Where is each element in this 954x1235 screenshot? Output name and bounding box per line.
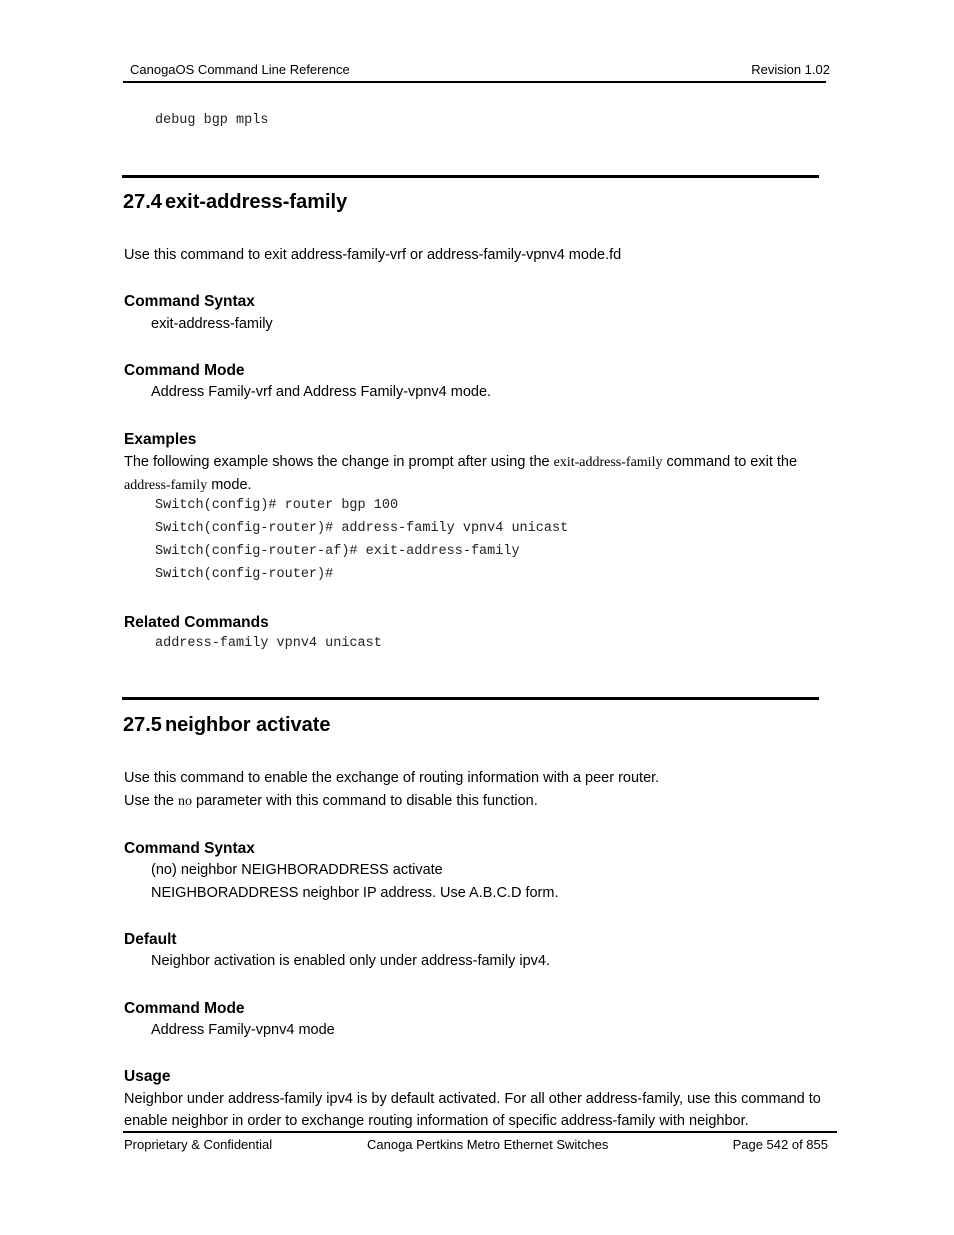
examples-text: The following example shows the change in prompt after using the <box>124 454 554 470</box>
section-intro-line-2 <box>124 793 538 810</box>
intro-text: Use the <box>124 793 178 809</box>
usage-text: enable neighbor in order to exchange routing information of specific address-family with neighbor. <box>124 1113 749 1129</box>
mode-text: Address Family-vrf and Address Family-vpnv4 mode. <box>151 384 492 400</box>
section-heading-27-5 <box>123 714 331 737</box>
subheading-command-syntax: Command Syntax <box>124 293 255 310</box>
section-rule <box>122 175 819 178</box>
footer-page-number: Page 542 of 855 <box>732 1137 828 1152</box>
examples-text-line-1 <box>124 454 797 471</box>
syntax-param-text: NEIGHBORADDRESS neighbor IP address. Use A.B.C.D form. <box>151 885 559 901</box>
section-heading-27-4 <box>123 191 347 214</box>
code-line: Switch(config)# router bgp 100 <box>155 498 399 513</box>
section-number: 27.5 <box>123 714 162 736</box>
subheading-default: Default <box>124 931 177 948</box>
related-command: address-family vpnv4 unicast <box>155 636 382 651</box>
syntax-text: (no) neighbor NEIGHBORADDRESS activate <box>151 862 443 878</box>
code-line: debug bgp mpls <box>155 113 269 128</box>
code-line: Switch(config-router-af)# exit-address-family <box>155 544 520 559</box>
usage-text: Neighbor under address-family ipv4 is by default activated. For all other address-family, use this command to <box>124 1091 821 1107</box>
section-number: 27.4 <box>123 191 162 213</box>
inline-command: exit-address-family <box>553 455 663 470</box>
examples-text-line-2 <box>124 477 252 494</box>
footer-company: Canoga Pertkins Metro Ethernet Switches <box>367 1137 609 1152</box>
header-title: CanogaOS Command Line Reference <box>130 62 350 77</box>
subheading-examples: Examples <box>124 431 197 448</box>
examples-text: mode. <box>207 477 252 493</box>
inline-command: no <box>178 794 192 809</box>
inline-command: address-family <box>124 478 208 493</box>
code-line: Switch(config-router)# address-family vpnv4 unicast <box>155 521 569 536</box>
default-text: Neighbor activation is enabled only under address-family ipv4. <box>151 953 550 969</box>
mode-text: Address Family-vpnv4 mode <box>151 1022 335 1038</box>
section-intro: Use this command to exit address-family-vrf or address-family-vpnv4 mode.fd <box>124 247 622 263</box>
code-line: Switch(config-router)# <box>155 567 334 582</box>
subheading-related-commands: Related Commands <box>124 614 269 631</box>
subheading-command-mode: Command Mode <box>124 1000 245 1017</box>
examples-text: command to exit the <box>662 454 798 470</box>
header-rule <box>123 81 826 83</box>
section-title: exit-address-family <box>164 191 348 213</box>
footer-rule <box>123 1131 837 1133</box>
section-intro: Use this command to enable the exchange of routing information with a peer router. <box>124 770 660 786</box>
syntax-text: exit-address-family <box>151 316 273 332</box>
subheading-command-syntax: Command Syntax <box>124 840 255 857</box>
header-revision: Revision 1.02 <box>751 62 830 77</box>
subheading-command-mode: Command Mode <box>124 362 245 379</box>
section-rule <box>122 697 819 700</box>
subheading-usage: Usage <box>124 1068 171 1085</box>
intro-text: parameter with this command to disable this function. <box>192 793 538 809</box>
footer-confidential: Proprietary & Confidential <box>124 1137 273 1152</box>
section-title: neighbor activate <box>164 714 331 736</box>
